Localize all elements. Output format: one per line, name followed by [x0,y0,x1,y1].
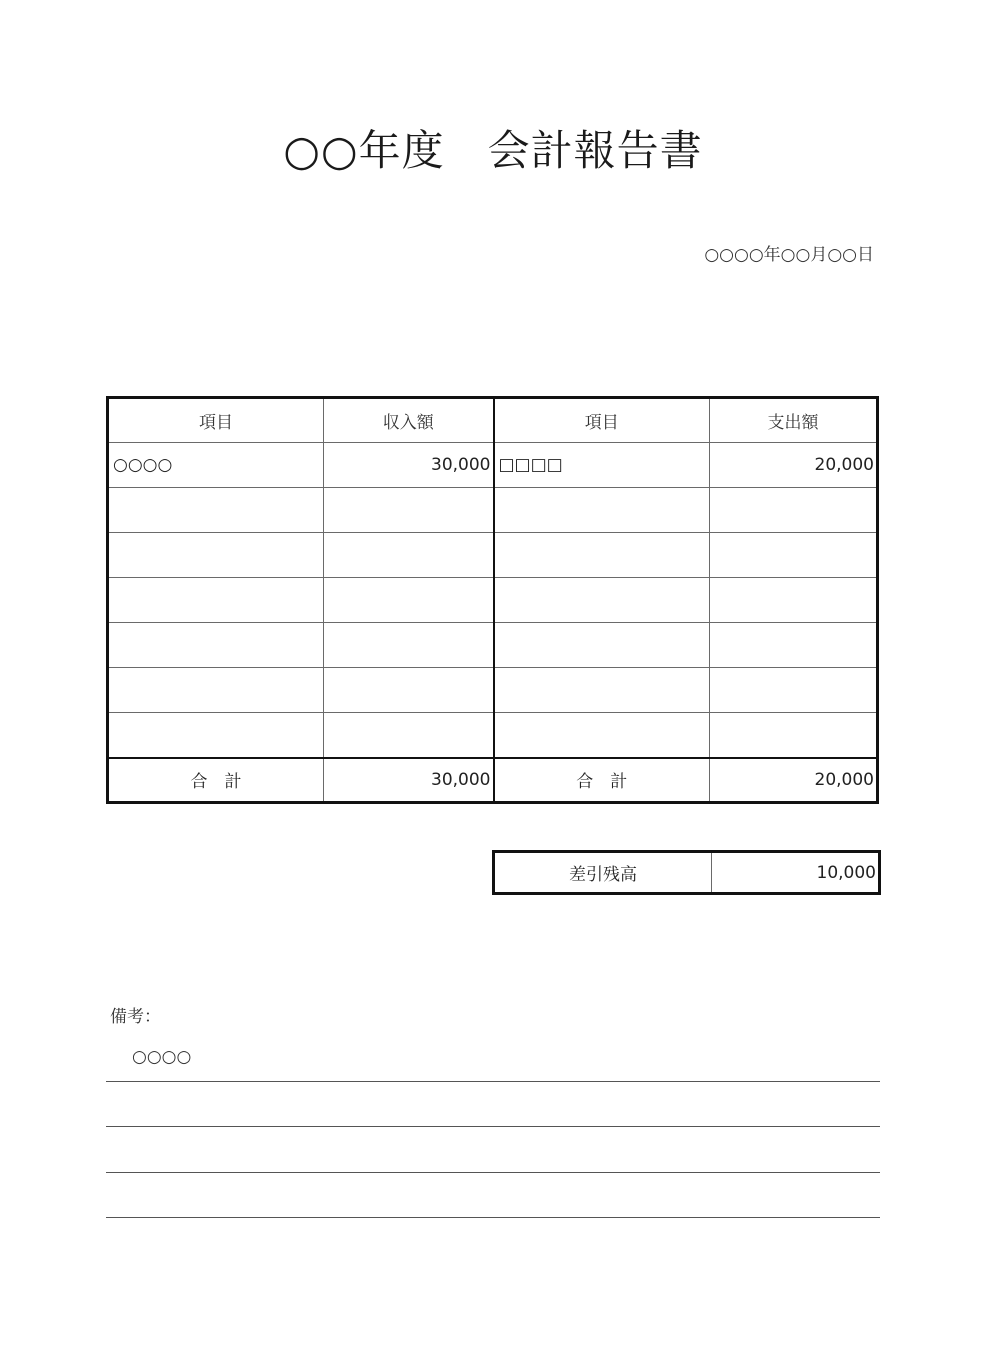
income-item-header: 項目 [108,398,324,443]
expense-item-cell [494,578,710,623]
expense-amount-cell [710,533,878,578]
income-amount-cell [324,578,494,623]
income-amount-cell [324,488,494,533]
balance-value: 10,000 [712,852,880,894]
remarks-rule [106,1126,880,1127]
income-item-cell [108,623,324,668]
remarks-label: 備考： [110,1007,161,1027]
expense-amount-cell [710,578,878,623]
income-amount-cell [324,533,494,578]
expense-item-cell [494,533,710,578]
expense-amount-cell [710,623,878,668]
balance-label: 差引残高 [494,852,712,894]
expense-item-cell [494,488,710,533]
income-item-cell [108,668,324,713]
income-item-cell [108,533,324,578]
income-item-cell [108,578,324,623]
expense-item-header: 項目 [494,398,710,443]
expense-item-cell [494,623,710,668]
expense-amount-cell [710,713,878,758]
expense-amount-cell: 20,000 [710,443,878,488]
ledger-table [106,396,879,804]
income-amount-cell: 30,000 [324,443,494,488]
expense-amount-cell [710,668,878,713]
table-row [108,578,878,623]
ledger-total-row [108,758,878,803]
remarks-rule [106,1081,880,1082]
balance-row [494,852,880,894]
income-item-cell [108,488,324,533]
expense-amount-header: 支出額 [710,398,878,443]
table-row [108,533,878,578]
table-row [108,623,878,668]
table-row [108,488,878,533]
table-row [108,713,878,758]
expense-amount-cell [710,488,878,533]
expense-item-cell [494,668,710,713]
income-item-cell: ○○○○ [108,443,324,488]
remarks-rule [106,1217,880,1218]
balance-table [492,850,881,895]
remarks-line-text: ○○○○ [132,1047,192,1067]
document-date: ○○○○年○○月○○日 [704,245,874,265]
income-amount-cell [324,623,494,668]
income-total-value: 30,000 [324,758,494,803]
expense-item-cell: □□□□ [494,443,710,488]
income-item-cell [108,713,324,758]
income-amount-header: 収入額 [324,398,494,443]
table-row [108,443,878,488]
document-title: ○○年度 会計報告書 [283,126,703,175]
income-amount-cell [324,668,494,713]
ledger-header-row [108,398,878,443]
expense-item-cell [494,713,710,758]
expense-total-label: 合 計 [494,758,710,803]
expense-total-value: 20,000 [710,758,878,803]
remarks-rule [106,1172,880,1173]
income-amount-cell [324,713,494,758]
income-total-label: 合 計 [108,758,324,803]
table-row [108,668,878,713]
